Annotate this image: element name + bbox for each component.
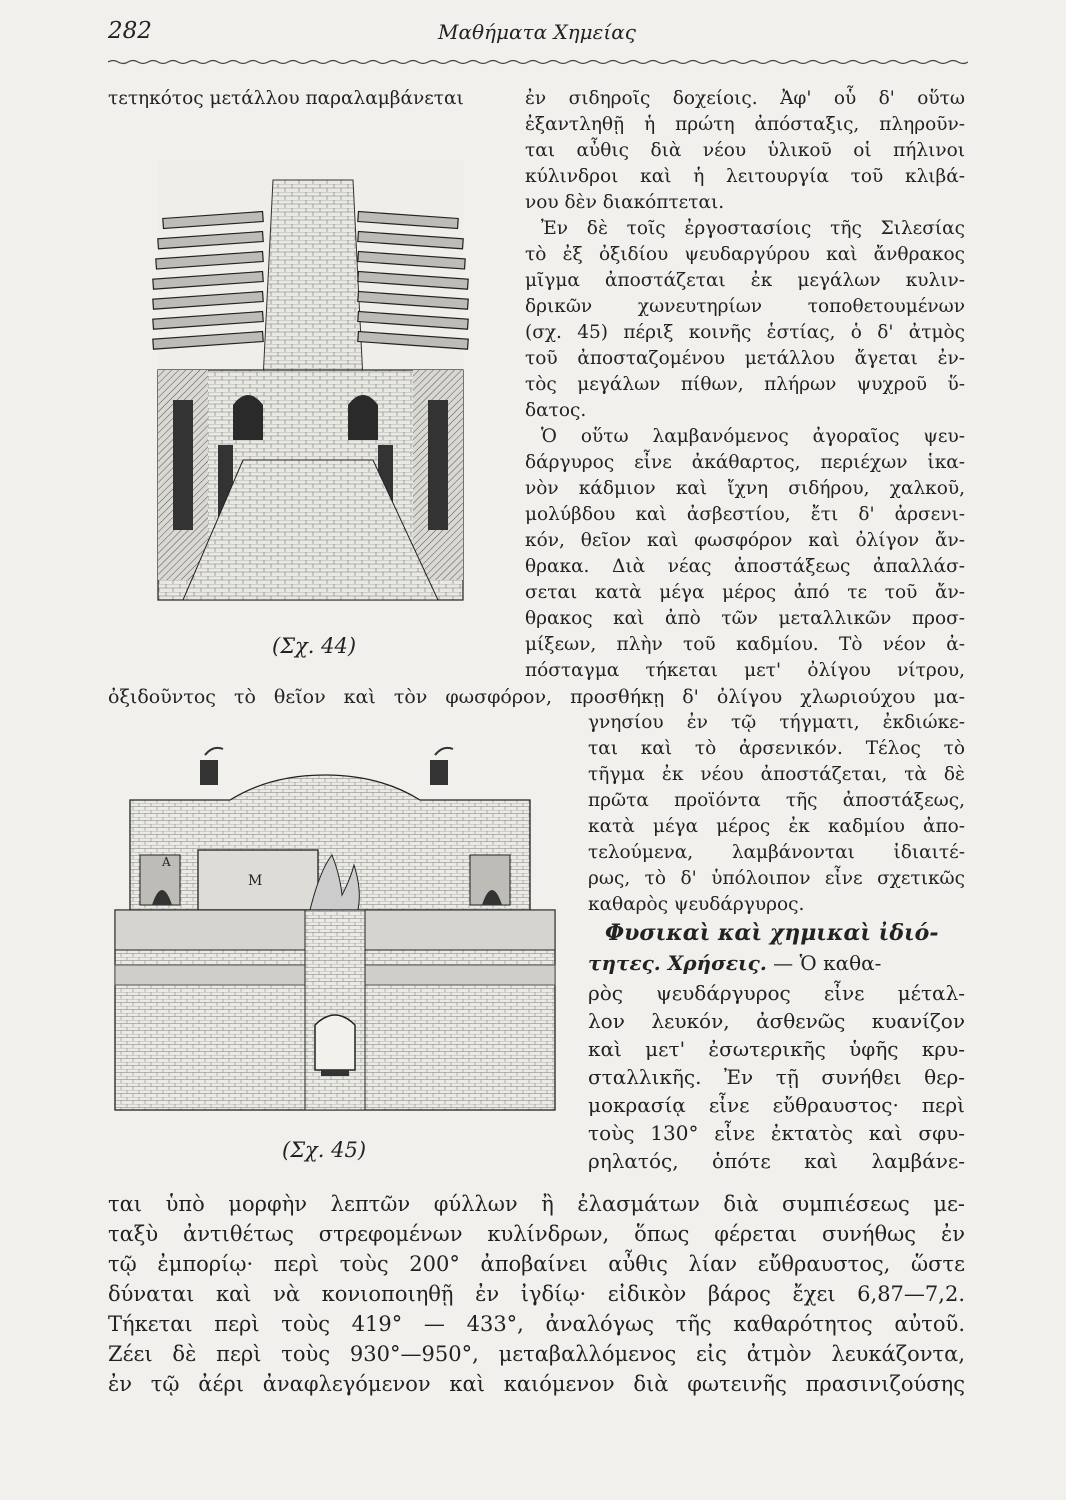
- body-line: Ἐν δὲ τοῖς ἐργοστασίοις τῆς Σιλεσίας: [541, 218, 965, 239]
- running-title: Μαθήματα Χημείας: [438, 20, 636, 44]
- body-line: ται ὑπὸ μορφὴν λεπτῶν φύλλων ἢ ἐλασμάτων διὰ συμπιέσεως με-: [108, 1192, 965, 1216]
- body-line: ἐν τῷ ἀέρι ἀναφλεγόμενον καὶ καιόμενον διὰ φωτεινῆς πρασινιζούσης: [108, 1372, 965, 1396]
- body-line: δατος.: [525, 400, 587, 421]
- body-line: καθαρὸς ψευδάργυρος.: [588, 894, 805, 915]
- body-line: πόσταγμα τήκεται μετ' ὀλίγου νίτρου,: [525, 660, 965, 681]
- page-header: [108, 18, 968, 68]
- body-line: (σχ. 45) πέριξ κοινῆς ἑστίας, ὁ δ' ἀτμὸς: [525, 322, 965, 343]
- body-line: καὶ μετ' ἐσωτερικῆς ὑφῆς κρυ-: [588, 1037, 965, 1061]
- body-line: τῷ ἐμπορίῳ· περὶ τοὺς 200° ἀποβαίνει αὖθις λίαν εὔθραυστος, ὥστε: [108, 1252, 965, 1276]
- body-line: δάργυρος εἶνε ἀκάθαρτος, περιέχων ἱκα-: [525, 452, 965, 473]
- body-line: ται καὶ τὸ ἀρσενικόν. Τέλος τὸ: [588, 738, 965, 759]
- body-line: λον λευκόν, ἀσθενῶς κυανίζον: [588, 1009, 965, 1033]
- body-line: ρως, τὸ δ' ὑπόλοιπον εἶνε σχετικῶς: [588, 868, 965, 889]
- body-line: τετηκότος μετάλλου παραλαμβάνεται: [108, 88, 464, 109]
- section-heading-line-2: [588, 950, 965, 976]
- body-line: τελούμενα, λαμβάνονται ἰδιαιτέ-: [588, 842, 965, 863]
- body-line: τὸς μεγάλων πίθων, πλήρων ψυχροῦ ὕ-: [525, 374, 965, 395]
- section-heading-continued: τητες. Χρήσεις.: [588, 951, 767, 975]
- body-line: θρακος καὶ ἀπὸ τῶν μεταλλικῶν προσ-: [525, 608, 965, 629]
- body-line: ταξὺ ἀντιθέτως στρεφομένων κυλίνδρων, ὅπως φέρεται συνήθως ἐν: [108, 1222, 965, 1246]
- body-line: κύλινδροι καὶ ἡ λειτουργία τοῦ κλιβά-: [525, 166, 965, 187]
- body-line: Τήκεται περὶ τοὺς 419° — 433°, ἀναλόγως τῆς καθαρότητος αὐτοῦ.: [108, 1312, 965, 1336]
- figure-45-caption: (Σχ. 45): [282, 1138, 367, 1162]
- body-line: δύναται καὶ νὰ κονιοποιηθῇ ἐν ἰγδίῳ· εἰδικὸν βάρος ἔχει 6,87—7,2.: [108, 1282, 965, 1306]
- body-line: Ὁ οὕτω λαμβανόμενος ἀγοραῖος ψευ-: [541, 426, 965, 447]
- figure-44-furnace-illustration: [148, 160, 473, 610]
- body-line: τῆγμα ἐκ νέου ἀποστάζεται, τὰ δὲ: [588, 764, 965, 785]
- body-line: γνησίου ἐν τῷ τήγματι, ἐκδιώκε-: [588, 712, 965, 733]
- body-line: τὸ ἐξ ὀξιδίου ψευδαργύρου καὶ ἄνθρακος: [525, 244, 965, 265]
- figure-45-furnace-illustration: [100, 740, 570, 1130]
- body-line: κόν, θεῖον καὶ φωσφόρον καὶ ὀλίγον ἄν-: [525, 530, 965, 551]
- body-line: μῖγμα ἀποστάζεται ἐκ μεγάλων κυλιν-: [525, 270, 965, 291]
- body-line: τοὺς 130° εἶνε ἐκτατὸς καὶ σφυ-: [588, 1121, 965, 1145]
- body-line: ἐξαντληθῇ ἡ πρώτη ἀπόσταξις, πληροῦν-: [525, 114, 965, 135]
- body-line: μολύβδου καὶ ἀσβεστίου, ἔτι δ' ἀρσενι-: [525, 504, 965, 525]
- body-line: νου δὲν διακόπτεται.: [525, 192, 725, 213]
- body-line: νὸν κάδμιον καὶ ἴχνη σιδήρου, χαλκοῦ,: [525, 478, 965, 499]
- body-line: σταλλικῆς. Ἐν τῇ συνήθει θερ-: [588, 1065, 965, 1089]
- body-line: θρακα. Διὰ νέας ἀποστάξεως ἀπαλλάσ-: [525, 556, 965, 577]
- body-line: — Ὁ καθα-: [773, 951, 882, 975]
- body-line: μίξεων, πλὴν τοῦ καδμίου. Τὸ νέον ἀ-: [525, 634, 965, 655]
- body-line: κατὰ μέγα μέρος ἐκ καδμίου ἀπο-: [588, 816, 965, 837]
- body-line: ὀξιδοῦντος τὸ θεῖον καὶ τὸν φωσφόρον, προσθήκῃ δ' ὀλίγου χλωριούχου μα-: [108, 686, 965, 708]
- body-line: ρὸς ψευδάργυρος εἶνε μέταλ-: [588, 981, 965, 1005]
- body-line: τοῦ ἀποσταζομένου μετάλλου ἄγεται ἐν-: [525, 348, 965, 369]
- body-line: μοκρασίᾳ εἶνε εὔθραυστος· περὶ: [588, 1093, 965, 1117]
- body-line: ται αὖθις διὰ νέου ὑλικοῦ οἱ πήλινοι: [525, 140, 965, 161]
- body-line: δρικῶν χωνευτηρίων τοποθετουμένων: [525, 296, 965, 317]
- figure-44-caption: (Σχ. 44): [272, 634, 357, 658]
- body-line: ρηλατός, ὁπότε καὶ λαμβάνε-: [588, 1149, 965, 1173]
- figure-45-label-a: A: [162, 855, 171, 869]
- page-number: 282: [108, 18, 152, 44]
- figure-45-label-m: M: [248, 873, 263, 889]
- body-line: ἐν σιδηροῖς δοχείοις. Ἀφ' οὗ δ' οὕτω: [525, 88, 965, 109]
- body-line: Ζέει δὲ περὶ τοὺς 930°—950°, μεταβαλλόμενος εἰς ἀτμὸν λευκάζοντα,: [108, 1342, 965, 1366]
- body-line: πρῶτα προϊόντα τῆς ἀποστάξεως,: [588, 790, 965, 811]
- body-line: σεται κατὰ μέγα μέρος ἀπό τε τοῦ ἄν-: [525, 582, 965, 603]
- section-heading: Φυσικαὶ καὶ χημικαὶ ἰδιό-: [605, 920, 939, 946]
- header-rule: [108, 58, 968, 66]
